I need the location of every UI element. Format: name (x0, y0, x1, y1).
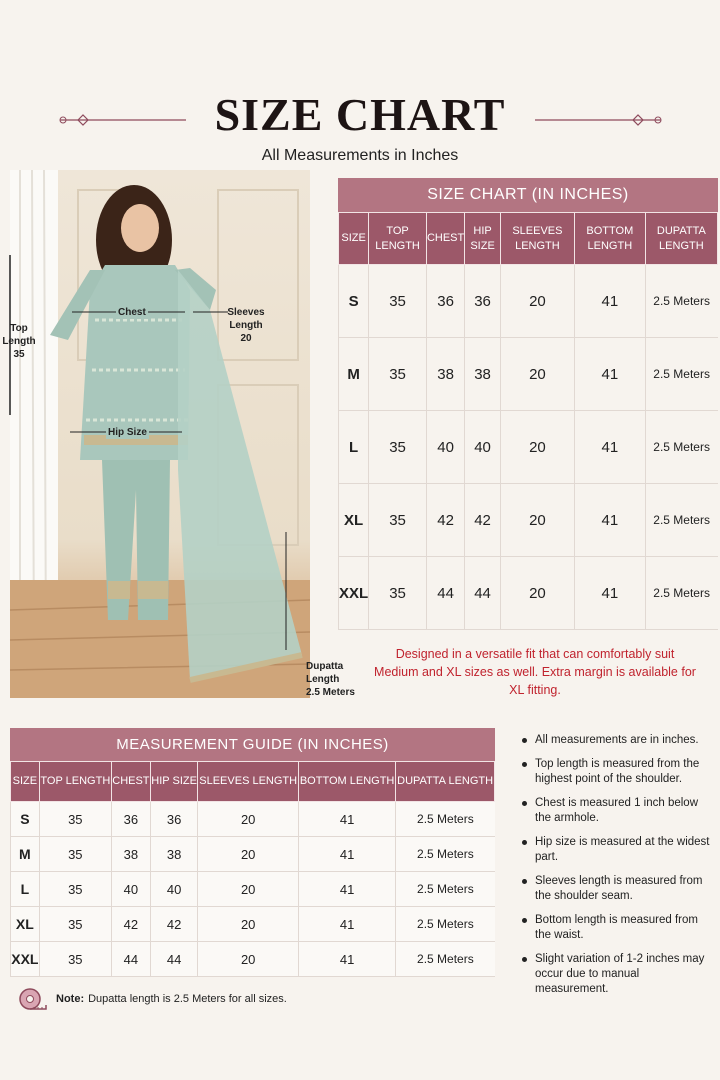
size-chart (338, 178, 718, 630)
table-cell: 42 (150, 907, 198, 942)
table-row (11, 907, 495, 942)
notes-list (520, 733, 715, 1006)
guide-header-4: SLEEVES LENGTH (198, 762, 299, 802)
footnote (18, 986, 287, 1012)
dupatta-label (306, 660, 360, 699)
model-photo (2, 170, 310, 698)
measuring-tape-icon (18, 986, 48, 1012)
size-chart-table (338, 212, 718, 630)
table-cell: 20 (500, 484, 574, 557)
table-cell: 41 (574, 411, 645, 484)
table-cell: 2.5 Meters (645, 557, 717, 630)
size-chart-header-2: CHEST (426, 213, 464, 265)
guide-header-6: DUPATTA LENGTH (396, 762, 495, 802)
table-cell: 2.5 Meters (396, 907, 495, 942)
table-cell: 36 (150, 802, 198, 837)
table-cell: 36 (111, 802, 150, 837)
table-cell: 2.5 Meters (645, 484, 717, 557)
table-cell: 44 (465, 557, 501, 630)
size-cell: S (11, 802, 40, 837)
note-item: Slight variation of 1-2 inches may occur due to manual measurement. (520, 952, 715, 997)
table-row (339, 484, 718, 557)
size-chart-header-3: HIP SIZE (465, 213, 501, 265)
guide-header-1: TOP LENGTH (39, 762, 111, 802)
note-item: All measurements are in inches. (520, 733, 715, 748)
table-cell: 20 (198, 802, 299, 837)
table-cell: 35 (39, 802, 111, 837)
table-cell: 44 (426, 557, 464, 630)
table-cell: 35 (39, 872, 111, 907)
size-chart-header-6: DUPATTA LENGTH (645, 213, 717, 265)
table-cell: 2.5 Meters (645, 338, 717, 411)
table-cell: 35 (39, 942, 111, 977)
table-cell: 42 (465, 484, 501, 557)
size-cell: M (339, 338, 369, 411)
table-row (339, 411, 718, 484)
table-cell: 36 (426, 265, 464, 338)
page-subtitle: All Measurements in Inches (261, 147, 459, 164)
size-chart-header-0: SIZE (339, 213, 369, 265)
table-cell: 42 (111, 907, 150, 942)
table-cell: 38 (111, 837, 150, 872)
table-row (339, 338, 718, 411)
table-cell: 20 (198, 837, 299, 872)
chest-label: Chest (118, 307, 146, 318)
table-cell: 35 (369, 484, 427, 557)
page-title: SIZE CHART (214, 89, 506, 140)
table-cell: 20 (500, 557, 574, 630)
top-length-text: Top Length (2, 323, 36, 347)
note-item: Hip size is measured at the widest part. (520, 835, 715, 865)
dupatta-value: 2.5 Meters (306, 687, 355, 698)
table-cell: 2.5 Meters (645, 265, 717, 338)
table-row (11, 942, 495, 977)
table-cell: 35 (369, 557, 427, 630)
model-illustration (10, 170, 310, 698)
sleeves-value: 20 (240, 333, 252, 344)
table-cell: 38 (150, 837, 198, 872)
table-cell: 2.5 Meters (396, 942, 495, 977)
table-cell: 40 (465, 411, 501, 484)
size-chart-header-1: TOP LENGTH (369, 213, 427, 265)
table-row (339, 557, 718, 630)
ornament-left-icon (58, 113, 188, 127)
table-cell: 35 (369, 338, 427, 411)
table-cell: 20 (198, 942, 299, 977)
table-cell: 20 (198, 907, 299, 942)
table-cell: 41 (574, 484, 645, 557)
table-cell: 36 (465, 265, 501, 338)
table-cell: 44 (111, 942, 150, 977)
size-cell: L (339, 411, 369, 484)
table-cell: 38 (465, 338, 501, 411)
size-cell: XXL (11, 942, 40, 977)
top-length-value: 35 (13, 349, 25, 360)
size-chart-caption: SIZE CHART (IN INCHES) (338, 178, 718, 212)
measurement-guide (10, 728, 495, 977)
table-cell: 41 (298, 837, 395, 872)
sleeves-label (224, 306, 268, 345)
table-cell: 35 (369, 265, 427, 338)
ornament-right-icon (533, 113, 663, 127)
table-row (11, 872, 495, 907)
note-item: Bottom length is measured from the waist. (520, 913, 715, 943)
measurement-guide-table (10, 761, 495, 977)
table-cell: 41 (298, 942, 395, 977)
table-cell: 2.5 Meters (645, 411, 717, 484)
table-cell: 20 (500, 411, 574, 484)
guide-header-2: CHEST (111, 762, 150, 802)
table-cell: 41 (574, 265, 645, 338)
table-cell: 2.5 Meters (396, 837, 495, 872)
fit-note: Designed in a versatile fit that can comfortably suit Medium and XL sizes as well. Extra margin is available for XL fitting. (374, 647, 696, 697)
size-chart-header-5: BOTTOM LENGTH (574, 213, 645, 265)
size-cell: XXL (339, 557, 369, 630)
table-cell: 41 (574, 557, 645, 630)
table-row (11, 837, 495, 872)
table-cell: 41 (298, 872, 395, 907)
size-cell: M (11, 837, 40, 872)
sleeves-text: Sleeves (227, 307, 265, 318)
table-cell: 40 (426, 411, 464, 484)
table-cell: 44 (150, 942, 198, 977)
guide-header-0: SIZE (11, 762, 40, 802)
dupatta-length-text: Length (306, 674, 340, 685)
dupatta-text: Dupatta (306, 661, 344, 672)
table-cell: 41 (574, 338, 645, 411)
top-length-label (0, 322, 42, 361)
table-cell: 20 (198, 872, 299, 907)
guide-header-3: HIP SIZE (150, 762, 198, 802)
table-cell: 2.5 Meters (396, 872, 495, 907)
size-chart-header-4: SLEEVES LENGTH (500, 213, 574, 265)
table-cell: 40 (111, 872, 150, 907)
table-cell: 42 (426, 484, 464, 557)
size-cell: S (339, 265, 369, 338)
footnote-label: Note: (56, 993, 85, 1005)
size-cell: L (11, 872, 40, 907)
size-cell: XL (339, 484, 369, 557)
note-item: Sleeves length is measured from the shoulder seam. (520, 874, 715, 904)
table-cell: 41 (298, 907, 395, 942)
table-cell: 2.5 Meters (396, 802, 495, 837)
table-cell: 38 (426, 338, 464, 411)
table-cell: 20 (500, 338, 574, 411)
size-cell: XL (11, 907, 40, 942)
table-row (339, 265, 718, 338)
table-cell: 40 (150, 872, 198, 907)
measurement-guide-caption: MEASUREMENT GUIDE (IN INCHES) (10, 728, 495, 761)
table-cell: 35 (39, 837, 111, 872)
table-cell: 35 (369, 411, 427, 484)
footnote-text: Dupatta length is 2.5 Meters for all sizes. (88, 993, 287, 1005)
guide-header-5: BOTTOM LENGTH (298, 762, 395, 802)
table-cell: 20 (500, 265, 574, 338)
table-cell: 41 (298, 802, 395, 837)
hip-size-label: Hip Size (108, 427, 147, 438)
table-cell: 35 (39, 907, 111, 942)
note-item: Top length is measured from the highest point of the shoulder. (520, 757, 715, 787)
note-item: Chest is measured 1 inch below the armhole. (520, 796, 715, 826)
table-row (11, 802, 495, 837)
sleeves-length-text: Length (229, 320, 263, 331)
